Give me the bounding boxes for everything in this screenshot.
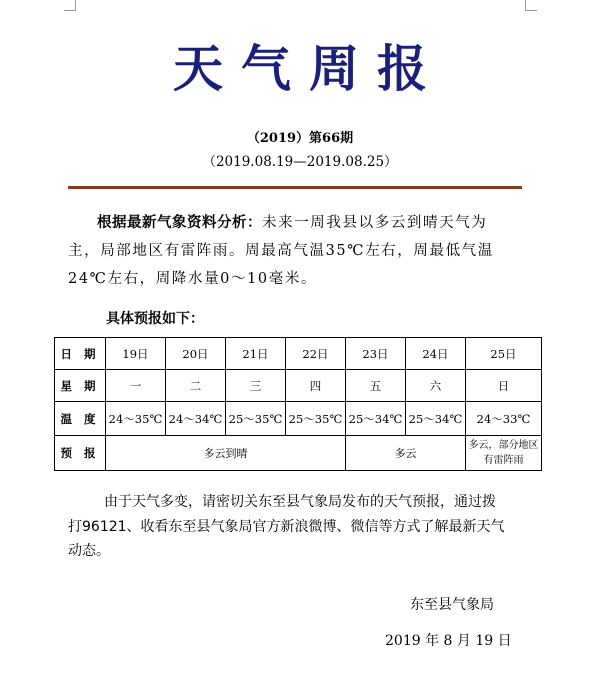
weekday-cell: 二: [166, 370, 226, 402]
date-cell: 21日: [226, 338, 286, 370]
forecast-cell: 多云，部分地区有雷阵雨: [466, 436, 542, 471]
divider-rule: [68, 186, 522, 189]
date-cell: 24日: [406, 338, 466, 370]
weekday-cell: 六: [406, 370, 466, 402]
summary-lead: 根据最新气象资料分析：: [97, 214, 262, 231]
date-cell: 25日: [466, 338, 542, 370]
weekday-cell: 五: [346, 370, 406, 402]
issue-number: （2019）第66期: [246, 131, 354, 146]
temperature-cell: 25～34℃: [406, 402, 466, 436]
row-label-date: 日 期: [55, 338, 106, 370]
weekday-cell: 四: [286, 370, 346, 402]
notice-paragraph: [68, 490, 508, 564]
table-row-temperature: [55, 402, 542, 436]
table-row-forecast: [55, 436, 542, 471]
summary-paragraph: [68, 209, 508, 293]
date-range: （2019.08.19—2019.08.25）: [202, 154, 398, 170]
forecast-table: [54, 337, 542, 471]
date-cell: 19日: [106, 338, 166, 370]
signature-date: 2019 年 8 月 19 日: [385, 633, 512, 649]
temperature-cell: 25～35℃: [226, 402, 286, 436]
margin-mark-right: [525, 0, 537, 11]
temperature-cell: 24～33℃: [466, 402, 542, 436]
weekday-cell: 一: [106, 370, 166, 402]
forecast-cell: 多云到晴: [106, 436, 346, 471]
date-cell: 23日: [346, 338, 406, 370]
page-title: 天气周报: [173, 39, 445, 98]
weekday-cell: 三: [226, 370, 286, 402]
signature-organization: 东至县气象局: [410, 597, 494, 613]
forecast-subheading: 具体预报如下：: [106, 311, 204, 327]
temperature-cell: 24～34℃: [166, 402, 226, 436]
row-label-temperature: 温 度: [55, 402, 106, 436]
margin-mark-left: [64, 0, 76, 11]
temperature-cell: 24～35℃: [106, 402, 166, 436]
temperature-cell: 25～35℃: [286, 402, 346, 436]
row-label-weekday: 星 期: [55, 370, 106, 402]
row-label-forecast: 预 报: [55, 436, 106, 471]
notice-text: 由于天气多变，请密切关东至县气象局发布的天气预报，通过拨打96121、收看东至县气象局官方新浪微博、微信等方式了解最新天气动态。: [68, 494, 505, 559]
summary-text: 未来一周我县以多云到晴天气为主，局部地区有雷阵雨。周最高气温35℃左右，周最低气温24℃左右，周降水量0～10毫米。: [68, 215, 494, 287]
forecast-cell: 多云: [346, 436, 466, 471]
date-cell: 20日: [166, 338, 226, 370]
table-row-date: [55, 338, 542, 370]
date-cell: 22日: [286, 338, 346, 370]
table-row-weekday: [55, 370, 542, 402]
temperature-cell: 25～34℃: [346, 402, 406, 436]
weekday-cell: 日: [466, 370, 542, 402]
